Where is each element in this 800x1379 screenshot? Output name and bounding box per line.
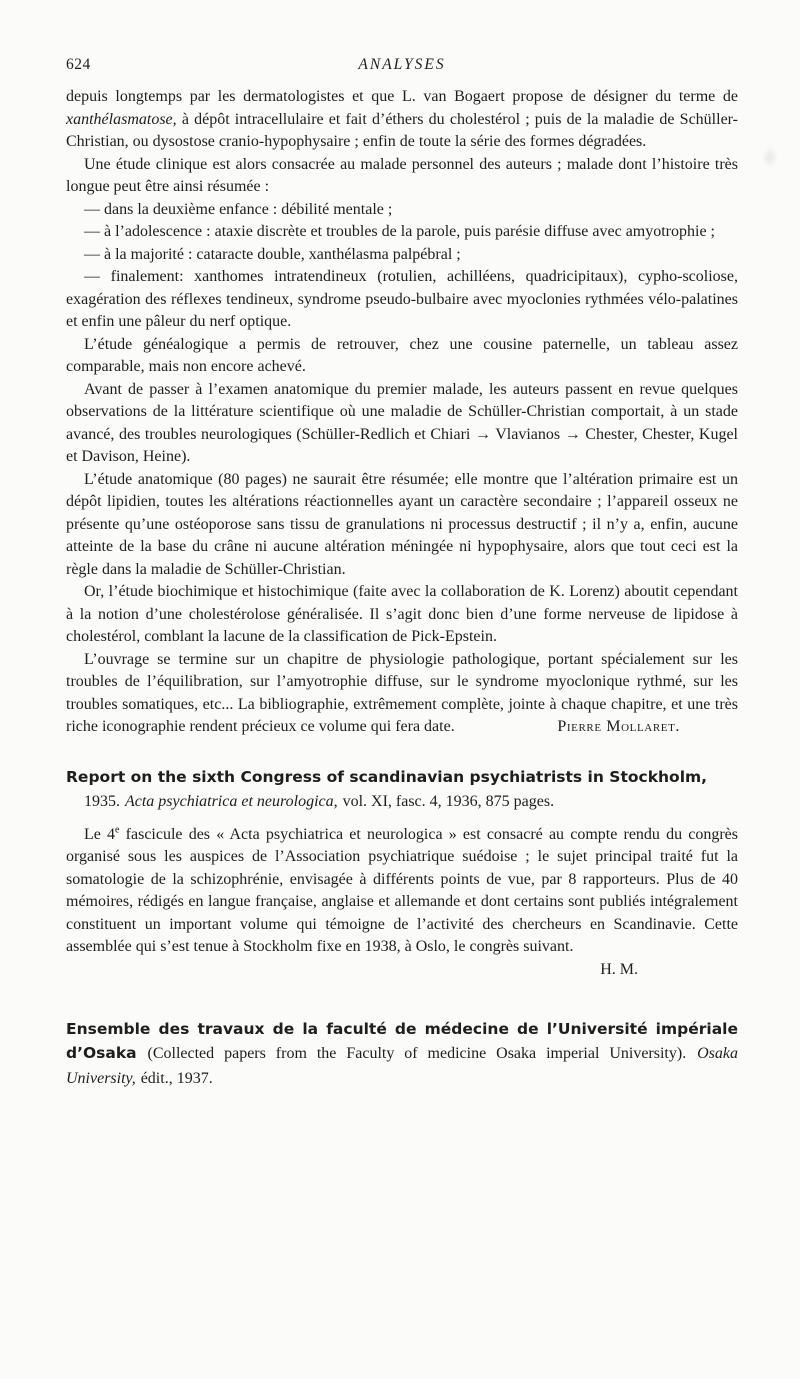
review-2-title: Report on the sixth Congress of scandinavian psychiatrists in Stockholm, <box>66 767 708 786</box>
review-2-body <box>66 824 738 982</box>
paragraph-3: L’étude généalogique a permis de retrouver, chez une cousine paternelle, un tableau assez comparable, mais non encore achevé. <box>66 335 738 375</box>
running-title: ANALYSES <box>358 56 446 73</box>
review-3-publisher: Osaka University, <box>66 1045 738 1087</box>
review-2-text: fascicule des « Acta psychiatrica et neurologica » est consacré au compte rendu du congrès organisé sous les auspices de l’Association psychiatrique suédoise ; le sujet principal traité fut la somatologie de la schizophrénie, envisagée à différents points de vue, par 8 rapporteurs. Plus de 40 mémoires, rédigés en langue française, anglaise et allemande et dont certains sont publiés intégralement constituent un important volume qui témoigne de l’activité des chercheurs en Scandinavie. Cette assemblée qui s’est tenue à Stockholm fixe en 1938, à Oslo, le congrès suivant. <box>66 825 739 955</box>
paragraph-1-rest: à dépôt intracellulaire et fait d’éthers du cholestérol ; puis de la maladie de Schüller-Christian, ou dysostose cranio-hypophysaire ; enfin de toute la série des formes dégradées. <box>66 110 739 150</box>
signature: Pierre Mollaret. <box>557 718 680 735</box>
paragraph-2: Une étude clinique est alors consacrée au malade personnel des auteurs ; malade dont l’histoire très longue peut être ainsi résumée : <box>66 155 738 195</box>
paper-stain <box>762 146 778 168</box>
review-2-year: 1935. <box>84 792 120 810</box>
review-2-paragraph <box>66 824 738 959</box>
review-2-initials: H. M. <box>600 960 638 978</box>
review-3-heading <box>66 1017 738 1091</box>
review-2-start: Le 4 <box>84 825 116 843</box>
list-item-4: — finalement: xanthomes intratendineux (rotulien, achilléens, quadricipitaux), cypho-scoliose, exagération des réflexes tendineux, syndrome pseudo-bulbaire avec myoclonies rythmées vélo-palatines et enfin une pâleur du nerf optique. <box>66 268 738 330</box>
review-1 <box>66 86 738 739</box>
paragraph-6: Or, l’étude biochimique et histochimique (faite avec la collaboration de K. Lorenz) aboutit cependant à la notion d’une cholestérolose généralisée. Il s’agit donc bien d’une forme nerveuse de lipidose à cholestérol, comblant la lacune de la classification de Pick-Epstein. <box>66 583 738 645</box>
paragraph-1 <box>66 86 738 154</box>
superscript: e <box>115 824 120 836</box>
paragraph-5: L’étude anatomique (80 pages) ne saurait être résumée; elle montre que l’altération primaire est un dépôt lipidien, toutes les altérations réactionnelles ayant un caractère secondaire ; l’appareil osseux ne présente qu’une ostéoporose sans tissu de granulations ni processus destructif ; il n’y a, enfin, aucune atteinte de la base du crâne ni aucune altération méningée ni hypophysaire, alors que tout ceci est la règle dans la maladie de Schüller-Christian. <box>66 470 738 578</box>
paragraph-1-text: depuis longtemps par les dermatologistes et que L. van Bogaert propose de désigner du terme de <box>66 88 738 105</box>
review-2-heading <box>66 765 738 814</box>
list-item-1: — dans la deuxième enfance : débilité mentale ; <box>84 200 393 218</box>
list-item-3: — à la majorité : cataracte double, xanthélasma palpébral ; <box>84 245 461 263</box>
paragraph-4: Avant de passer à l’examen anatomique du premier malade, les auteurs passent en revue quelques observations de la littérature scientifique où une maladie de Schüller-Christian comportait, à un stade avancé, des troubles neurologiques (Schüller-Redlich et Chiari → Vlavianos → Chester, Chester, Kugel et Davison, Heine). <box>66 380 738 465</box>
review-2-reference: vol. XI, fasc. 4, 1936, 875 pages. <box>342 792 555 810</box>
review-3-title: Ensemble des travaux de la faculté de médecine de l’Université impériale d’Osaka <box>66 1020 738 1062</box>
review-3-edition: édit., 1937. <box>140 1070 213 1087</box>
paragraph-7: L’ouvrage se termine sur un chapitre de physiologie pathologique, portant spécialement sur les troubles de l’équilibration, sur l’amyotrophie diffuse, sur le syndrome myoclonique rythmé, sur les troubles somatiques, etc... La bibliographie, extrêmement complète, jointe à chaque chapitre, et une très riche iconographie rendent précieux ce volume qui fera date. <box>66 650 738 735</box>
term-italic: xanthélasmatose, <box>66 110 177 128</box>
review-3-reference: (Collected papers from the Faculty of medicine Osaka imperial University). <box>147 1045 687 1062</box>
review-2-journal: Acta psychiatrica et neurologica, <box>124 792 338 810</box>
list-item-2: — à l’adolescence : ataxie discrète et troubles de la parole, puis parésie diffuse avec amyotrophie ; <box>84 223 715 240</box>
page-number: 624 <box>66 56 91 73</box>
running-head <box>66 56 738 86</box>
